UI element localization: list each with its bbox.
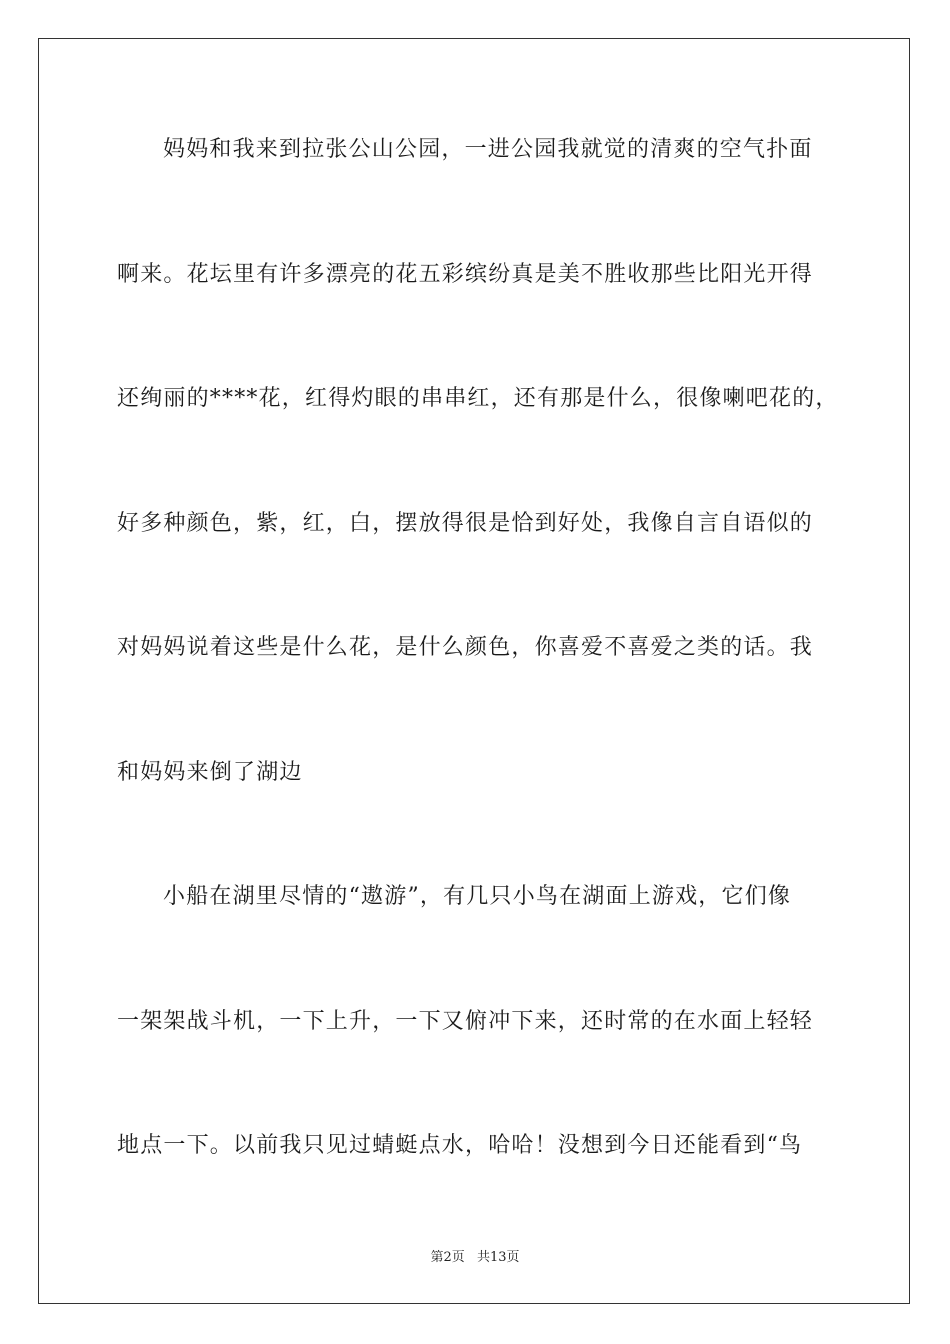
page-footer (0, 1246, 950, 1265)
paragraph-1-line-5: 对妈妈说着这些是什么花，是什么颜色，你喜爱不喜爱之类的话。我 (117, 635, 814, 660)
paragraph-2-line-1: 小船在湖里尽情的“遨游”，有几只小鸟在湖面上游戏，它们像 (163, 884, 792, 909)
paragraph-1-line-6: 和妈妈来倒了湖边 (117, 760, 303, 785)
paragraph-2-line-3: 地点一下。以前我只见过蜻蜓点水，哈哈！没想到今日还能看到“鸟 (117, 1133, 803, 1158)
page-border (38, 38, 910, 1304)
paragraph-1-line-3: 还绚丽的****花，红得灼眼的串串红，还有那是什么，很像喇吧花的， (117, 386, 839, 411)
page-number: 第2页 (430, 1250, 465, 1265)
paragraph-1-line-4: 好多种颜色，紫，红，白，摆放得很是恰到好处，我像自言自语似的 (117, 511, 814, 536)
page-total: 共13页 (476, 1250, 520, 1265)
paragraph-1-line-2: 啊来。花坛里有许多漂亮的花五彩缤纷真是美不胜收那些比阳光开得 (117, 262, 814, 287)
paragraph-1-line-1: 妈妈和我来到拉张公山公园，一进公园我就觉的清爽的空气扑面 (163, 137, 813, 162)
paragraph-2-line-2: 一架架战斗机，一下上升，一下又俯冲下来，还时常的在水面上轻轻 (117, 1009, 814, 1034)
